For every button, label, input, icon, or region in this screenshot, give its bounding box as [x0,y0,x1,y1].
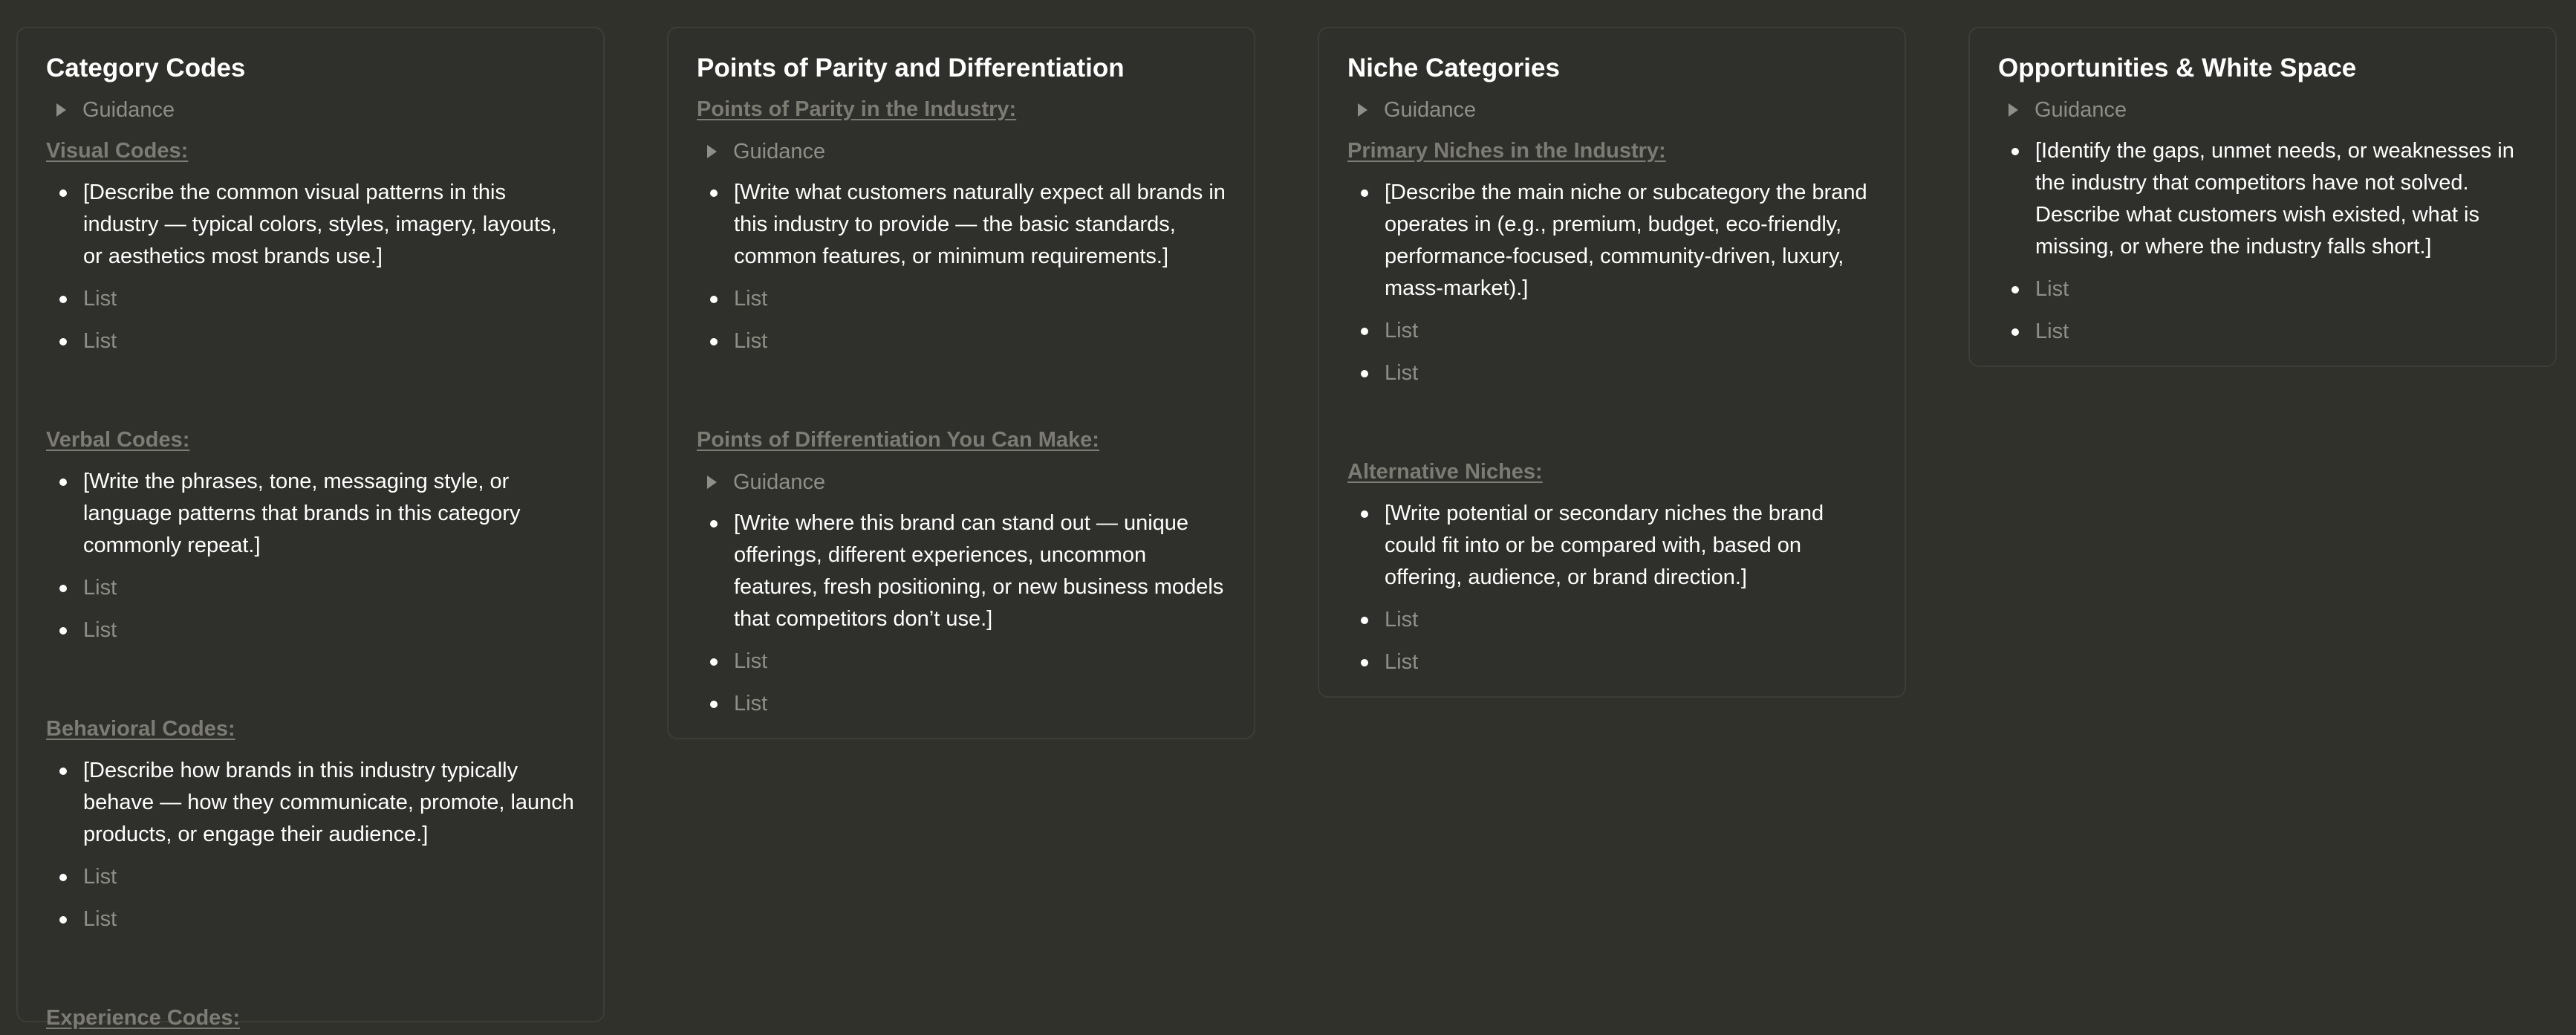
list-item-prompt[interactable]: [Describe how brands in this industry typically behave — how they communicate, promote, launch products, or engage their audience.] [56,755,575,851]
triangle-right-icon[interactable] [707,476,717,489]
guidance-label: Guidance [733,470,826,494]
list-item-prompt[interactable]: [Write where this brand can stand out — unique offerings, different experiences, uncommon features, fresh positioning, or new business models that competitors don’t use.] [707,507,1226,635]
list-item-placeholder[interactable]: List [2009,273,2527,305]
section-heading-points-of-differentiation: Points of Differentiation You Can Make: [697,428,1099,452]
guidance-toggle[interactable] [1347,94,1876,126]
list-item-placeholder[interactable]: List [707,325,1226,357]
bullet-list [1358,177,1876,389]
list-item-placeholder[interactable]: List [1358,315,1876,347]
triangle-right-icon[interactable] [1358,103,1367,117]
bullet-list [707,177,1226,357]
card-opportunities-white-space [1968,27,2557,367]
bullet-list [56,177,575,357]
list-item-placeholder[interactable]: List [707,646,1226,678]
list-item-placeholder[interactable]: List [707,688,1226,720]
triangle-right-icon[interactable] [707,145,717,158]
bullet-list [1358,498,1876,678]
list-item-placeholder[interactable]: List [56,325,575,357]
card-title: Niche Categories [1347,53,1560,82]
triangle-right-icon[interactable] [2009,103,2018,117]
triangle-right-icon[interactable] [56,103,66,117]
list-item-placeholder[interactable]: List [56,283,575,315]
bullet-list [2009,135,2527,348]
card-points-of-parity [667,27,1255,739]
guidance-toggle[interactable] [46,94,575,126]
section-heading-primary-niches: Primary Niches in the Industry: [1347,139,1666,163]
section-heading-visual-codes: Visual Codes: [46,139,189,163]
card-niche-categories [1318,27,1906,698]
section-heading-experience-codes: Experience Codes: [46,1006,241,1030]
card-title: Opportunities & White Space [1998,53,2357,82]
section-heading-behavioral-codes: Behavioral Codes: [46,717,235,741]
guidance-label: Guidance [733,140,826,163]
list-item-placeholder[interactable]: List [56,861,575,893]
list-item-prompt[interactable]: [Write what customers naturally expect all brands in this industry to provide — the basic standards, common features, or minimum requirements.] [707,177,1226,273]
guidance-toggle[interactable] [697,135,1226,168]
guidance-label: Guidance [1384,98,1477,122]
list-item-placeholder[interactable]: List [2009,316,2527,348]
section-heading-points-of-parity: Points of Parity in the Industry: [697,97,1017,121]
card-title: Points of Parity and Differentiation [697,53,1125,82]
guidance-toggle[interactable] [1998,94,2527,126]
list-item-prompt[interactable]: [Describe the main niche or subcategory the brand operates in (e.g., premium, budget, eco-friendly, performance-focused, community-driven, luxury, mass-market).] [1358,177,1876,305]
bullet-list [707,507,1226,720]
card-category-codes [16,27,605,1030]
list-item-placeholder[interactable]: List [56,614,575,646]
list-item-placeholder[interactable]: List [707,283,1226,315]
list-item-placeholder[interactable]: List [56,903,575,935]
bullet-list [56,755,575,935]
list-item-prompt[interactable]: [Describe the common visual patterns in this industry — typical colors, styles, imagery, layouts, or aesthetics most brands use.] [56,177,575,273]
card-title: Category Codes [46,53,246,82]
bullet-list [56,466,575,646]
section-heading-verbal-codes: Verbal Codes: [46,428,190,452]
list-item-prompt[interactable]: [Write potential or secondary niches the brand could fit into or be compared with, based on offering, audience, or brand direction.] [1358,498,1876,594]
list-item-placeholder[interactable]: List [1358,604,1876,636]
list-item-placeholder[interactable]: List [1358,357,1876,389]
list-item-prompt[interactable]: [Write the phrases, tone, messaging style, or language patterns that brands in this category commonly repeat.] [56,466,575,562]
guidance-label: Guidance [82,98,175,122]
list-item-placeholder[interactable]: List [1358,646,1876,678]
list-item-placeholder[interactable]: List [56,572,575,604]
section-heading-alternative-niches: Alternative Niches: [1347,460,1543,484]
list-item-prompt[interactable]: [Identify the gaps, unmet needs, or weaknesses in the industry that competitors have not solved. Describe what customers wish existed, what is missing, or where the industry falls short.] [2009,135,2527,263]
guidance-label: Guidance [2035,98,2127,122]
guidance-toggle[interactable] [697,466,1226,499]
